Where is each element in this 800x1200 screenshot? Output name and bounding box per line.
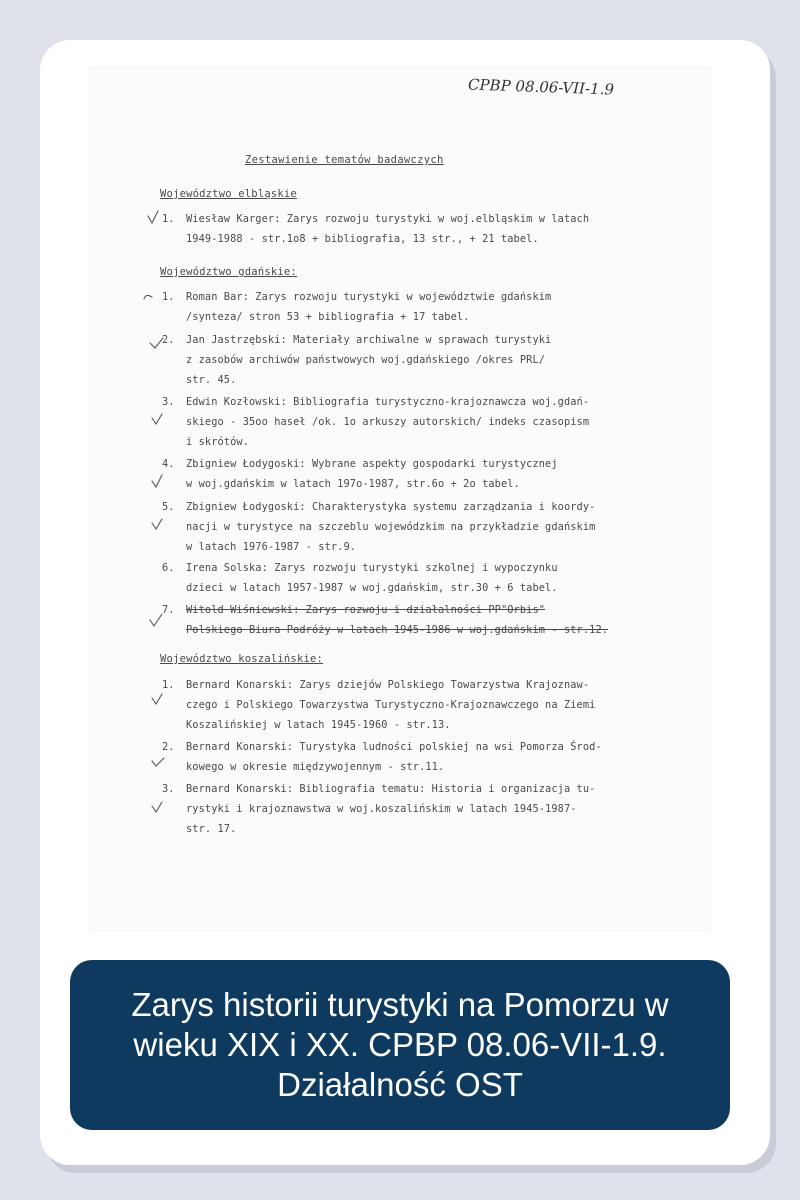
item-number: 1. (162, 213, 175, 225)
item-text: Bernard Konarski: Zarys dziejów Polskiego Towarzystwa Krajoznaw- (186, 679, 590, 691)
document-scan (90, 68, 710, 930)
list-item (162, 209, 589, 249)
list-item (162, 737, 602, 777)
item-text: /synteza/ stron 53 + bibliografia + 17 tabel. (186, 311, 470, 323)
item-text: dzieci w latach 1957-1987 w woj.gdańskim, str.30 + 6 tabel. (186, 582, 558, 594)
check-mark (152, 475, 162, 487)
item-number: 3. (162, 396, 175, 408)
list-item (162, 330, 551, 390)
item-text: Roman Bar: Zarys rozwoju turystyki w województwie gdańskim (186, 291, 552, 303)
item-number: 3. (162, 783, 175, 795)
list-item (162, 287, 551, 327)
item-text: Witold Wiśniewski: Zarys rozwoju i działalności PP"Orbis" (186, 604, 546, 616)
item-text: Irena Solska: Zarys rozwoju turystyki szkolnej i wypoczynku (186, 562, 558, 574)
list-item (162, 497, 595, 557)
check-mark (152, 519, 162, 529)
list-item (162, 558, 558, 598)
item-text: w woj.gdańskim w latach 197o-1987, str.6o + 2o tabel. (186, 478, 520, 490)
section-heading-gdanskie: Województwo gdańskie: (160, 266, 297, 278)
list-item (162, 675, 595, 735)
item-number: 1. (162, 291, 175, 303)
item-text: str. 45. (186, 374, 237, 386)
item-text: str. 17. (186, 823, 237, 835)
item-text: Zbigniew Łodygoski: Wybrane aspekty gospodarki turystycznej (186, 458, 558, 470)
item-text: Koszalińskiej w latach 1945-1960 - str.13. (186, 719, 451, 731)
item-text: skiego - 35oo haseł /ok. 1o arkuszy autorskich/ indeks czasopism (186, 416, 590, 428)
check-mark (152, 414, 162, 424)
item-number: 2. (162, 741, 175, 753)
check-mark (152, 694, 162, 704)
item-text: rystyki i krajoznawstwa w woj.koszalińskim w latach 1945-1987- (186, 803, 577, 815)
item-text: z zasobów archiwów państwowych woj.gdańskiego /okres PRL/ (186, 354, 546, 366)
item-text: Edwin Kozłowski: Bibliografia turystyczno-krajoznawcza woj.gdań- (186, 396, 590, 408)
check-mark (152, 802, 162, 812)
item-number: 7. (162, 604, 175, 616)
list-item (162, 454, 558, 494)
list-item-struck (162, 600, 608, 640)
item-text: i skrótów. (186, 436, 249, 448)
item-text: Jan Jastrzębski: Materiały archiwalne w sprawach turystyki (186, 334, 552, 346)
list-item (162, 392, 589, 452)
item-text: Bernard Konarski: Bibliografia tematu: Historia i organizacja tu- (186, 783, 596, 795)
list-item (162, 779, 595, 839)
section-heading-koszalinskie: Województwo koszalińskie: (160, 653, 324, 665)
caption-text: Zarys historii turystyki na Pomorzu w wieku XIX i XX. CPBP 08.06-VII-1.9. Działalność OST (131, 986, 669, 1103)
item-text: Polskiego Biura Podróży w latach 1945-1986 w woj.gdańskim - str.12. (186, 624, 609, 636)
item-number: 1. (162, 679, 175, 691)
item-text: Bernard Konarski: Turystyka ludności polskiej na wsi Pomorza Środ- (186, 741, 602, 753)
item-text: czego i Polskiego Towarzystwa Turystyczno-Krajoznawczego na Ziemi (186, 699, 596, 711)
check-mark (150, 614, 162, 626)
item-text: w latach 1976-1987 - str.9. (186, 541, 357, 553)
item-number: 6. (162, 562, 175, 574)
check-mark (148, 211, 158, 223)
caption-box (70, 960, 730, 1130)
item-number: 2. (162, 334, 175, 346)
item-text: nacji w turystyce na szczeblu wojewódzkim na przykładzie gdańskim (186, 521, 596, 533)
item-number: 5. (162, 501, 175, 513)
item-text: Wiesław Karger: Zarys rozwoju turystyki w woj.elbląskim w latach (186, 213, 590, 225)
document-title: Zestawienie tematów badawczych (245, 154, 444, 166)
check-mark (144, 295, 152, 299)
item-text: Zbigniew Łodygoski: Charakterystyka systemu zarządzania i koordy- (186, 501, 596, 513)
item-text: 1949-1988 - str.1o8 + bibliografia, 13 str., + 21 tabel. (186, 233, 539, 245)
item-text: kowego w okresie międzywojennym - str.11. (186, 761, 445, 773)
item-number: 4. (162, 458, 175, 470)
section-heading-elblaskie: Województwo elbląskie (160, 188, 297, 200)
reference-number: CPBP 08.06-VII-1.9 (467, 75, 615, 99)
